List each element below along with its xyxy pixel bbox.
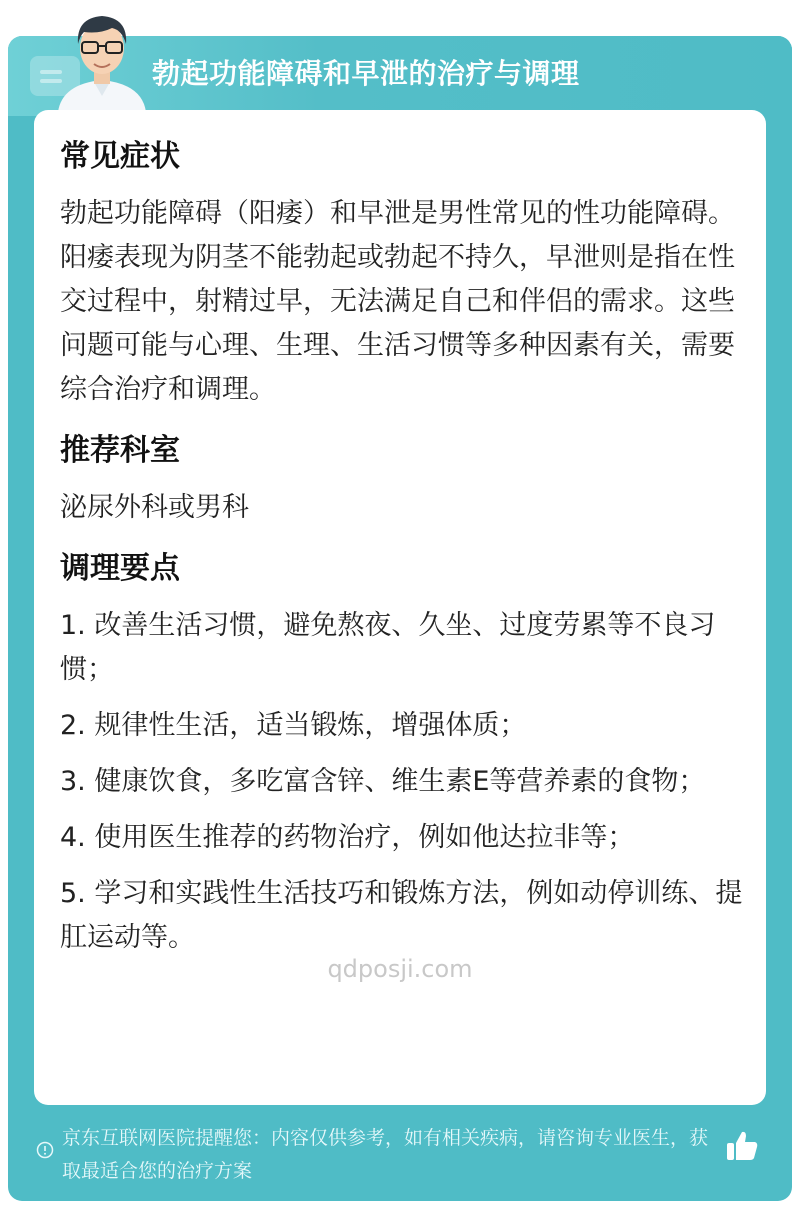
- symptoms-heading: 常见症状: [60, 139, 180, 174]
- thumbs-up-icon[interactable]: [724, 1128, 760, 1164]
- department-heading: 推荐科室: [60, 433, 180, 468]
- info-icon: [36, 1141, 54, 1159]
- watermark-text: qdposji.com: [327, 955, 473, 983]
- list-item: 3. 健康饮食，多吃富含锌、维生素E等营养素的食物；: [60, 766, 706, 797]
- doctor-avatar: [48, 4, 156, 112]
- list-item: 4. 使用医生推荐的药物治疗，例如他达拉非等；: [60, 822, 635, 853]
- department-text: 泌尿外科或男科: [60, 492, 249, 523]
- symptoms-text: 勃起功能障碍（阳痿）和早泄是男性常见的性功能障碍。阳痿表现为阴茎不能勃起或勃起不持久，早泄则是指在性交过程中，射精过早，无法满足自己和伴侣的需求。这些问题可能与心理、生理、生活习惯等多种因素有关，需要综合治疗和调理。: [60, 198, 735, 405]
- list-item: 1. 改善生活习惯，避免熬夜、久坐、过度劳累等不良习惯；: [60, 610, 716, 685]
- care-heading: 调理要点: [60, 551, 180, 586]
- footer-notice: 京东互联网医院提醒您：内容仅供参考，如有相关疾病，请咨询专业医生，获取最适合您的治疗方案: [62, 1127, 709, 1182]
- list-item: 5. 学习和实践性生活技巧和锻炼方法，例如动停训练、提肛运动等。: [60, 878, 743, 953]
- list-item: 2. 规律性生活，适当锻炼，增强体质；: [60, 710, 527, 741]
- page-title: 勃起功能障碍和早泄的治疗与调理: [152, 57, 580, 90]
